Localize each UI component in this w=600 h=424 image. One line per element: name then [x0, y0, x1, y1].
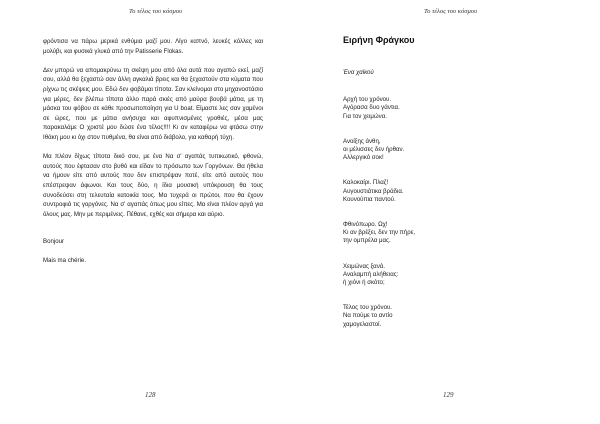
page-number: 129 — [443, 391, 454, 399]
poem-line: Αρχή του χρόνου. — [343, 96, 392, 104]
paragraph: Μα πλέον δίχως τίποτα δικό σου, με ένα Να σ' αγαπάς τυπικωτικό, φθονώ, αυτούς που έφτασαν στο βυθό και είδαν το πρόσωπο των Γοργόνων. Θα ήθελα να ήμουν είτε από αυτούς που δεν επιστρέψαν ποτέ, είτε από αυτούς που επέστρεψαν άφωνοι. Και τους δύο, η ίδια μουσική υπόκρουση θα τους συνοδεύσει στη τελευταία κατοικία τους. Μα τυχερά οι πρώτοι, που θα έχουν συντροφιά τις γοργόνες. Να σ' αγαπάς όπως μου είπες. Μα είναι πλέον αργά για όλους μας. Μην με περιμένεις. Πέθανε, εχθές και σήμερα και αύριο. — [43, 153, 263, 218]
paragraph-greeting: Bonjour — [43, 238, 65, 246]
poem-line: Καλοκαίρι. Πλαζ! — [343, 179, 389, 187]
paragraph: Δεν μπορώ να απομακρύνω τη σκέψη μου από όλα αυτά που αγαπώ εκεί, μαζί σου, αλλά θα ξεχαστώ σαν άλλη αγκαλιά βρεις και θα ξεχαστούν στα κύματα που ρίχνω τις σκέψεις μου. Εδώ δεν φοβάμαι τίποτα. Σαν κλείνομαι στο μηχανοστάσιο για μέρες, δεν βλέπω τίποτα άλλο παρά σκιές από μαύρα βουβά μάτια, με τη μάσκα του φόβου σε κάθε προσωποποίηση για U boat. Είμαστε λες σαν χαμένοι σε ώρες, που με μάτια ανήσυχα και αφυπνισμένες γροθιές, μέσα μας παρακαλάμε Ο χριστέ μου δώσε ένα τέλος!!!! Κι αν καταφέρω να φτάσω στην Ιθάκη μου κι όχι στον πυθμένα, θα είναι από διάβολο, για καθαρή τύχη. — [43, 66, 263, 141]
stanza — [343, 304, 563, 329]
poem-line: Αγόρασα δυο γάντια. — [343, 104, 400, 112]
poem-line: χαμογελαστοί. — [343, 320, 382, 328]
stanza — [343, 221, 563, 246]
poem-line: Κουνούπια παντού. — [343, 195, 396, 203]
poem-author: Ειρήνη Φράγκου — [343, 35, 415, 45]
poem-line: Τέλος του χρόνου. — [343, 304, 392, 312]
poem-line: την ομπρέλα μας. — [343, 237, 391, 245]
poem-line: οι μέλισσες δεν ήρθαν. — [343, 146, 405, 154]
page-number: 128 — [145, 391, 156, 399]
poem-subtitle: Ένα χαϊκού — [343, 69, 374, 76]
poem-line: Αναλαμπή αλήθειας: — [343, 270, 399, 278]
poem-line: Κι αν βρέξει, δεν την πήρε, — [343, 229, 416, 237]
poem-line: Για τον χειμώνα. — [343, 112, 387, 120]
poem — [343, 69, 563, 346]
poem-line: Αλλεργικό σοκ! — [343, 154, 384, 162]
poem-line: Χειμώνας ξανά. — [343, 262, 385, 270]
stanza — [343, 263, 563, 288]
paragraph-closing: Mais ma chérie. — [43, 257, 87, 265]
poem-line: ή χιόνι ή σκότο; — [343, 279, 385, 287]
running-header: Το τέλος του κόσμου — [129, 8, 183, 15]
stanza — [343, 179, 563, 204]
paragraph: φρόντισα να πάρω μερικά ενθύμια μαζί μου. Λίγο καπνό, λευκές κόλλες και μολύβι, και φυσικά γλυκά από την Patisserie Flokas. — [43, 38, 263, 55]
body-text — [43, 37, 263, 266]
running-header: Το τέλος του κόσμου — [424, 8, 478, 15]
stanza — [343, 138, 563, 163]
right-page — [300, 0, 600, 424]
poem-line: Αυγουστιάτικα βράδια. — [343, 187, 404, 195]
stanza — [343, 96, 563, 121]
poem-line: Φθινόπωρο. Ωχ! — [343, 221, 388, 229]
poem-line: Να πούμε το αντίο — [343, 312, 393, 320]
poem-line: Ανοίξης άνθη, — [343, 137, 381, 145]
